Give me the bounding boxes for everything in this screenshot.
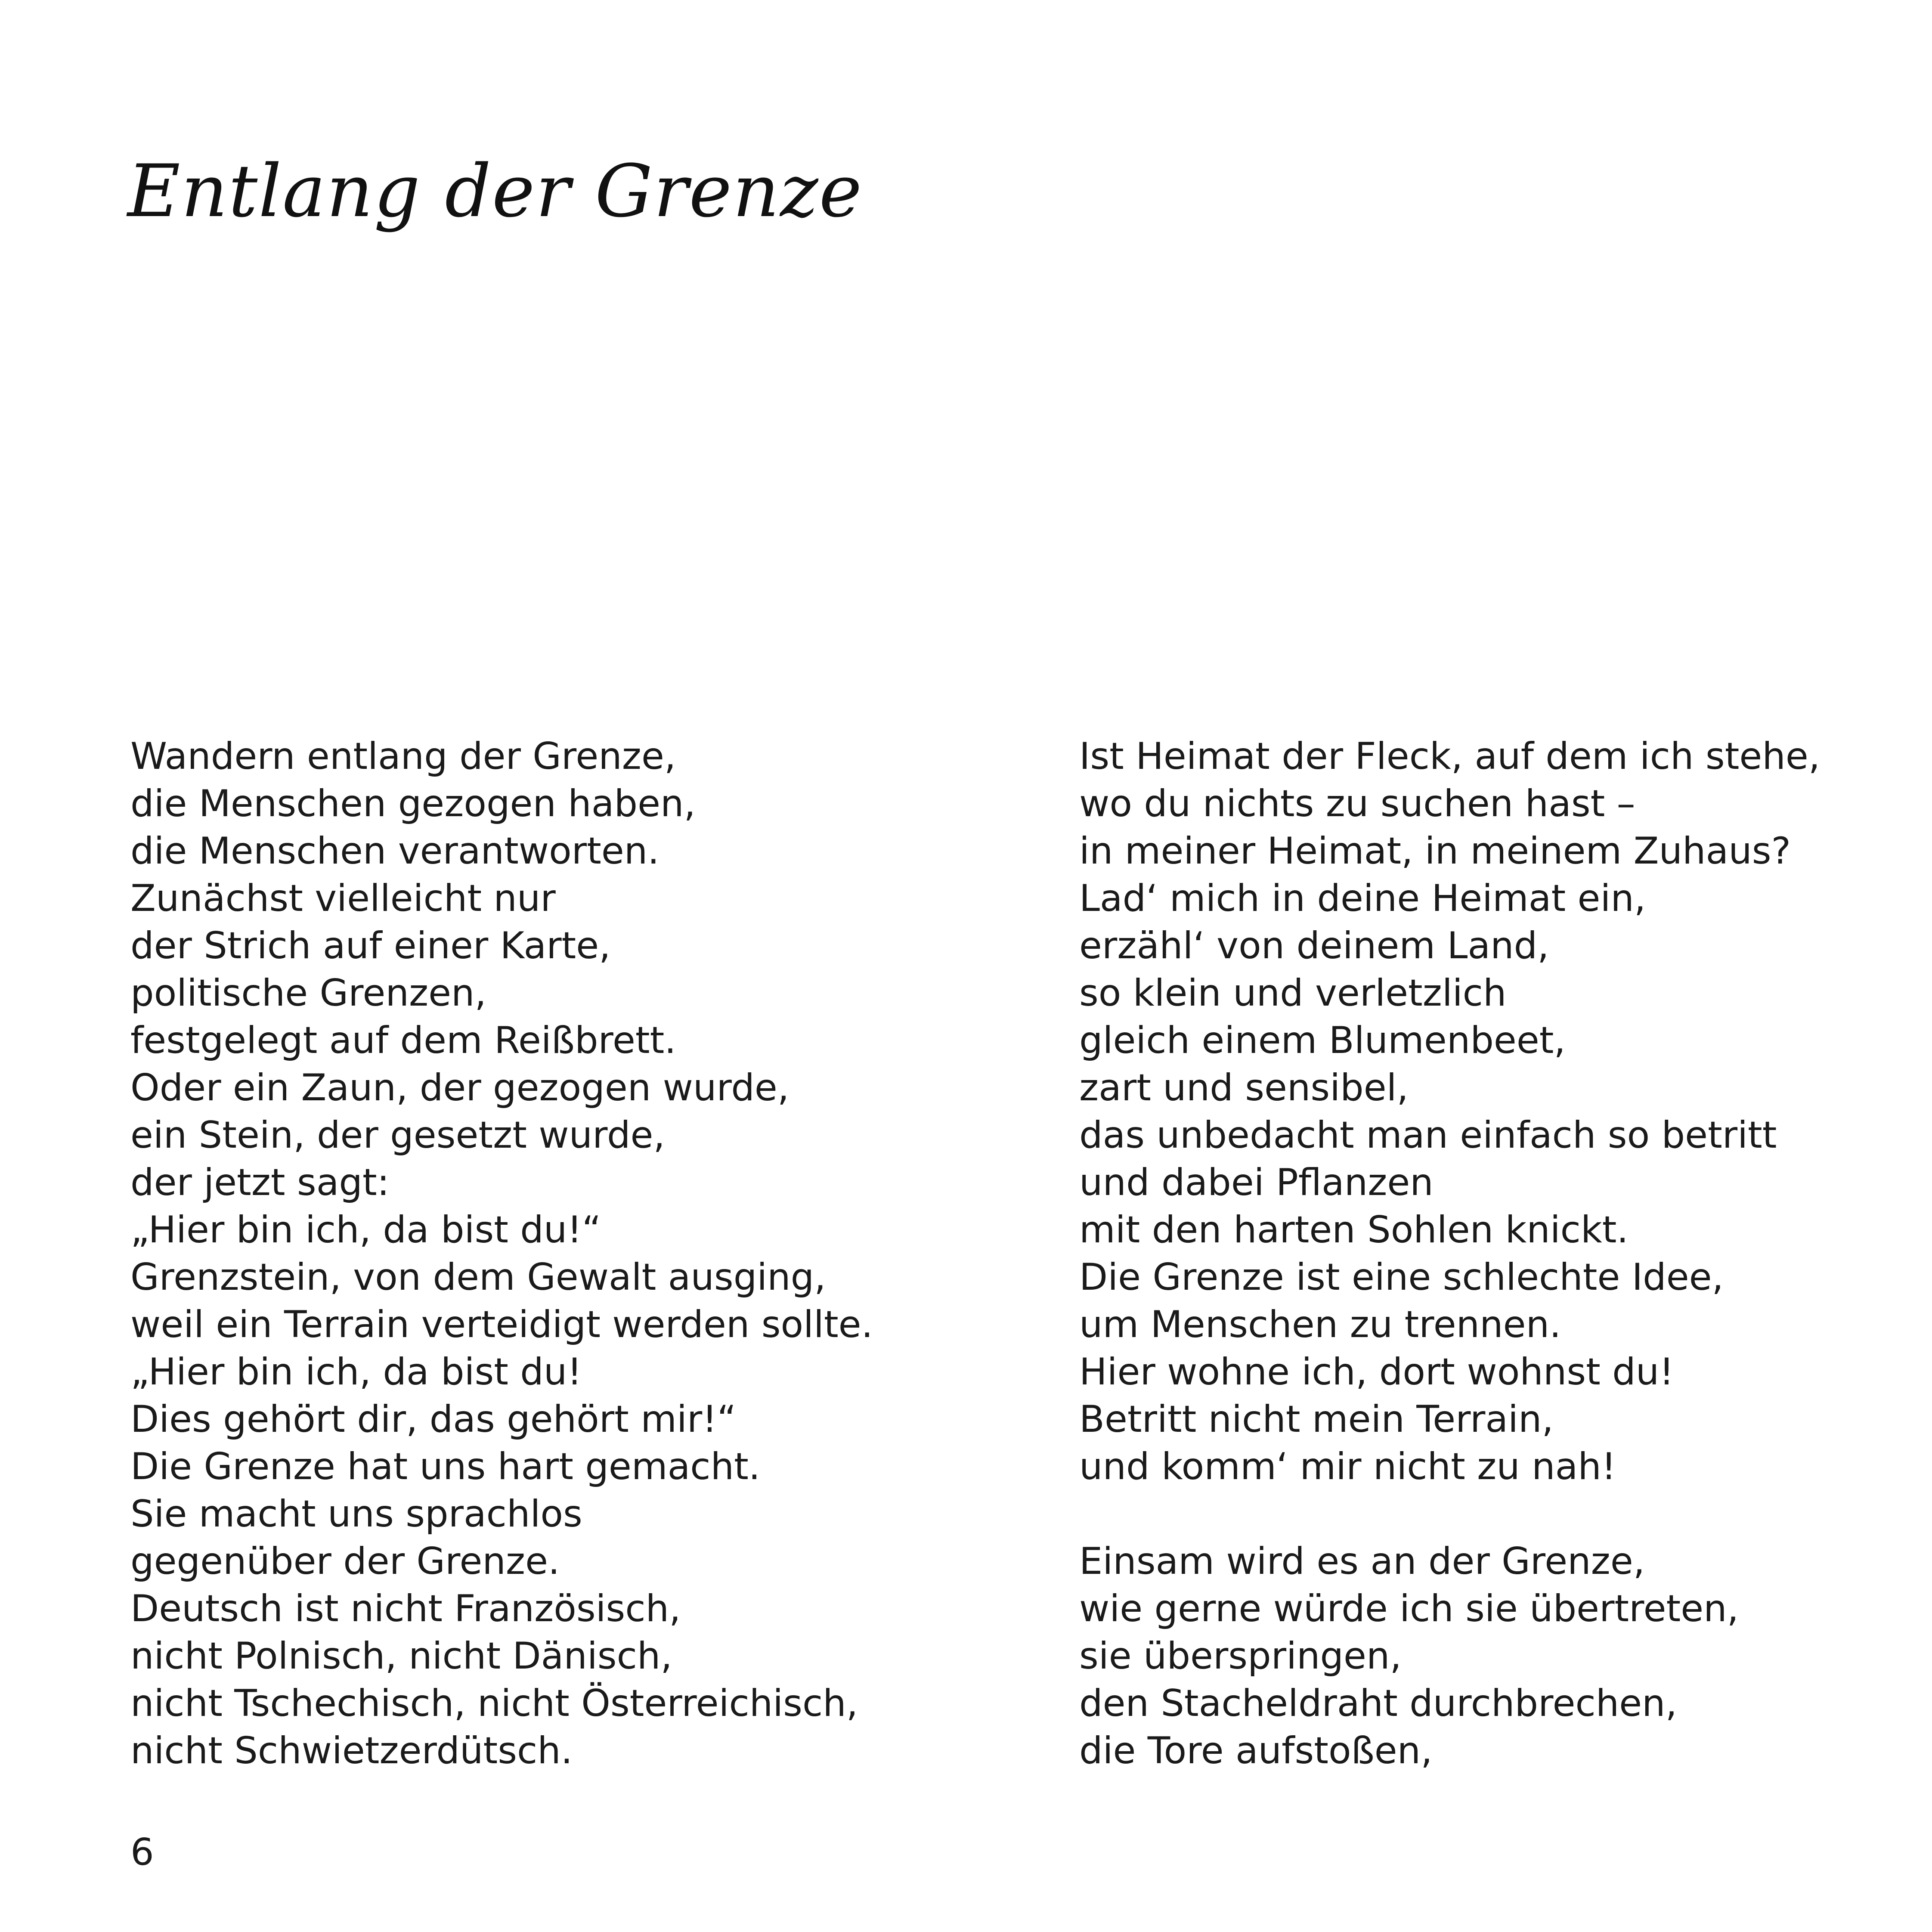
poem-line: Grenzstein, von dem Gewalt ausging, — [130, 1256, 826, 1299]
poem-line: Betritt nicht mein Terrain, — [1079, 1398, 1554, 1441]
poem-line: der jetzt sagt: — [130, 1161, 390, 1204]
poem-line: und komm‘ mir nicht zu nah! — [1079, 1445, 1616, 1488]
poem-line: das unbedacht man einfach so betritt — [1079, 1114, 1777, 1157]
poem-line: Sie macht uns sprachlos — [130, 1492, 582, 1536]
poem-line: Oder ein Zaun, der gezogen wurde, — [130, 1066, 790, 1109]
poem-line: Zunächst vielleicht nur — [130, 877, 556, 920]
poem-line: Lad‘ mich in deine Heimat ein, — [1079, 877, 1646, 920]
poem-line: die Tore aufstoßen, — [1079, 1729, 1433, 1772]
poem-line: nicht Polnisch, nicht Dänisch, — [130, 1635, 672, 1678]
poem-line: nicht Tschechisch, nicht Österreichisch, — [130, 1682, 858, 1725]
poem-line: in meiner Heimat, in meinem Zuhaus? — [1079, 830, 1791, 873]
poem-line: Die Grenze ist eine schlechte Idee, — [1079, 1256, 1724, 1299]
poem-line: Die Grenze hat uns hart gemacht. — [130, 1445, 761, 1488]
stanza-break — [1079, 1490, 1897, 1538]
poem-line: zart und sensibel, — [1079, 1066, 1409, 1109]
page-number: 6 — [130, 1831, 154, 1874]
poem-line: wie gerne würde ich sie übertreten, — [1079, 1587, 1739, 1630]
poem-line: Ist Heimat der Fleck, auf dem ich stehe, — [1079, 735, 1821, 778]
poem-line: so klein und verletzlich — [1079, 972, 1507, 1015]
poem-line: Einsam wird es an der Grenze, — [1079, 1540, 1645, 1583]
poem-line: festgelegt auf dem Reißbrett. — [130, 1019, 676, 1062]
poem-line: „Hier bin ich, da bist du!“ — [130, 1208, 601, 1251]
poem-line: die Menschen verantworten. — [130, 830, 659, 873]
poem-line: der Strich auf einer Karte, — [130, 924, 611, 967]
poem-line: Wandern entlang der Grenze, — [130, 735, 676, 778]
poem-line: und dabei Pflanzen — [1079, 1161, 1434, 1204]
poem-line: erzähl‘ von deinem Land, — [1079, 924, 1549, 967]
poem-line: gegenüber der Grenze. — [130, 1540, 560, 1583]
poem-line: sie überspringen, — [1079, 1635, 1402, 1678]
poem-title: Entlang der Grenze — [127, 149, 863, 233]
poem-line: Dies gehört dir, das gehört mir!“ — [130, 1398, 737, 1441]
poem-column-right — [1079, 733, 1897, 1774]
poem-line: ein Stein, der gesetzt wurde, — [130, 1114, 665, 1157]
poem-line: mit den harten Sohlen knickt. — [1079, 1208, 1629, 1251]
poem-line: politische Grenzen, — [130, 972, 486, 1015]
poem-line: weil ein Terrain verteidigt werden sollte. — [130, 1303, 873, 1346]
poem-line: die Menschen gezogen haben, — [130, 782, 696, 825]
poem-line: Deutsch ist nicht Französisch, — [130, 1587, 681, 1630]
poem-line: um Menschen zu trennen. — [1079, 1303, 1561, 1346]
poem-line: Hier wohne ich, dort wohnst du! — [1079, 1350, 1674, 1393]
poem-line: „Hier bin ich, da bist du! — [130, 1350, 582, 1393]
poem-column-left — [130, 733, 948, 1774]
poem-line: gleich einem Blumenbeet, — [1079, 1019, 1566, 1062]
poem-line: nicht Schwietzerdütsch. — [130, 1729, 573, 1772]
poem-line: wo du nichts zu suchen hast – — [1079, 782, 1635, 825]
poem-line: den Stacheldraht durchbrechen, — [1079, 1682, 1678, 1725]
